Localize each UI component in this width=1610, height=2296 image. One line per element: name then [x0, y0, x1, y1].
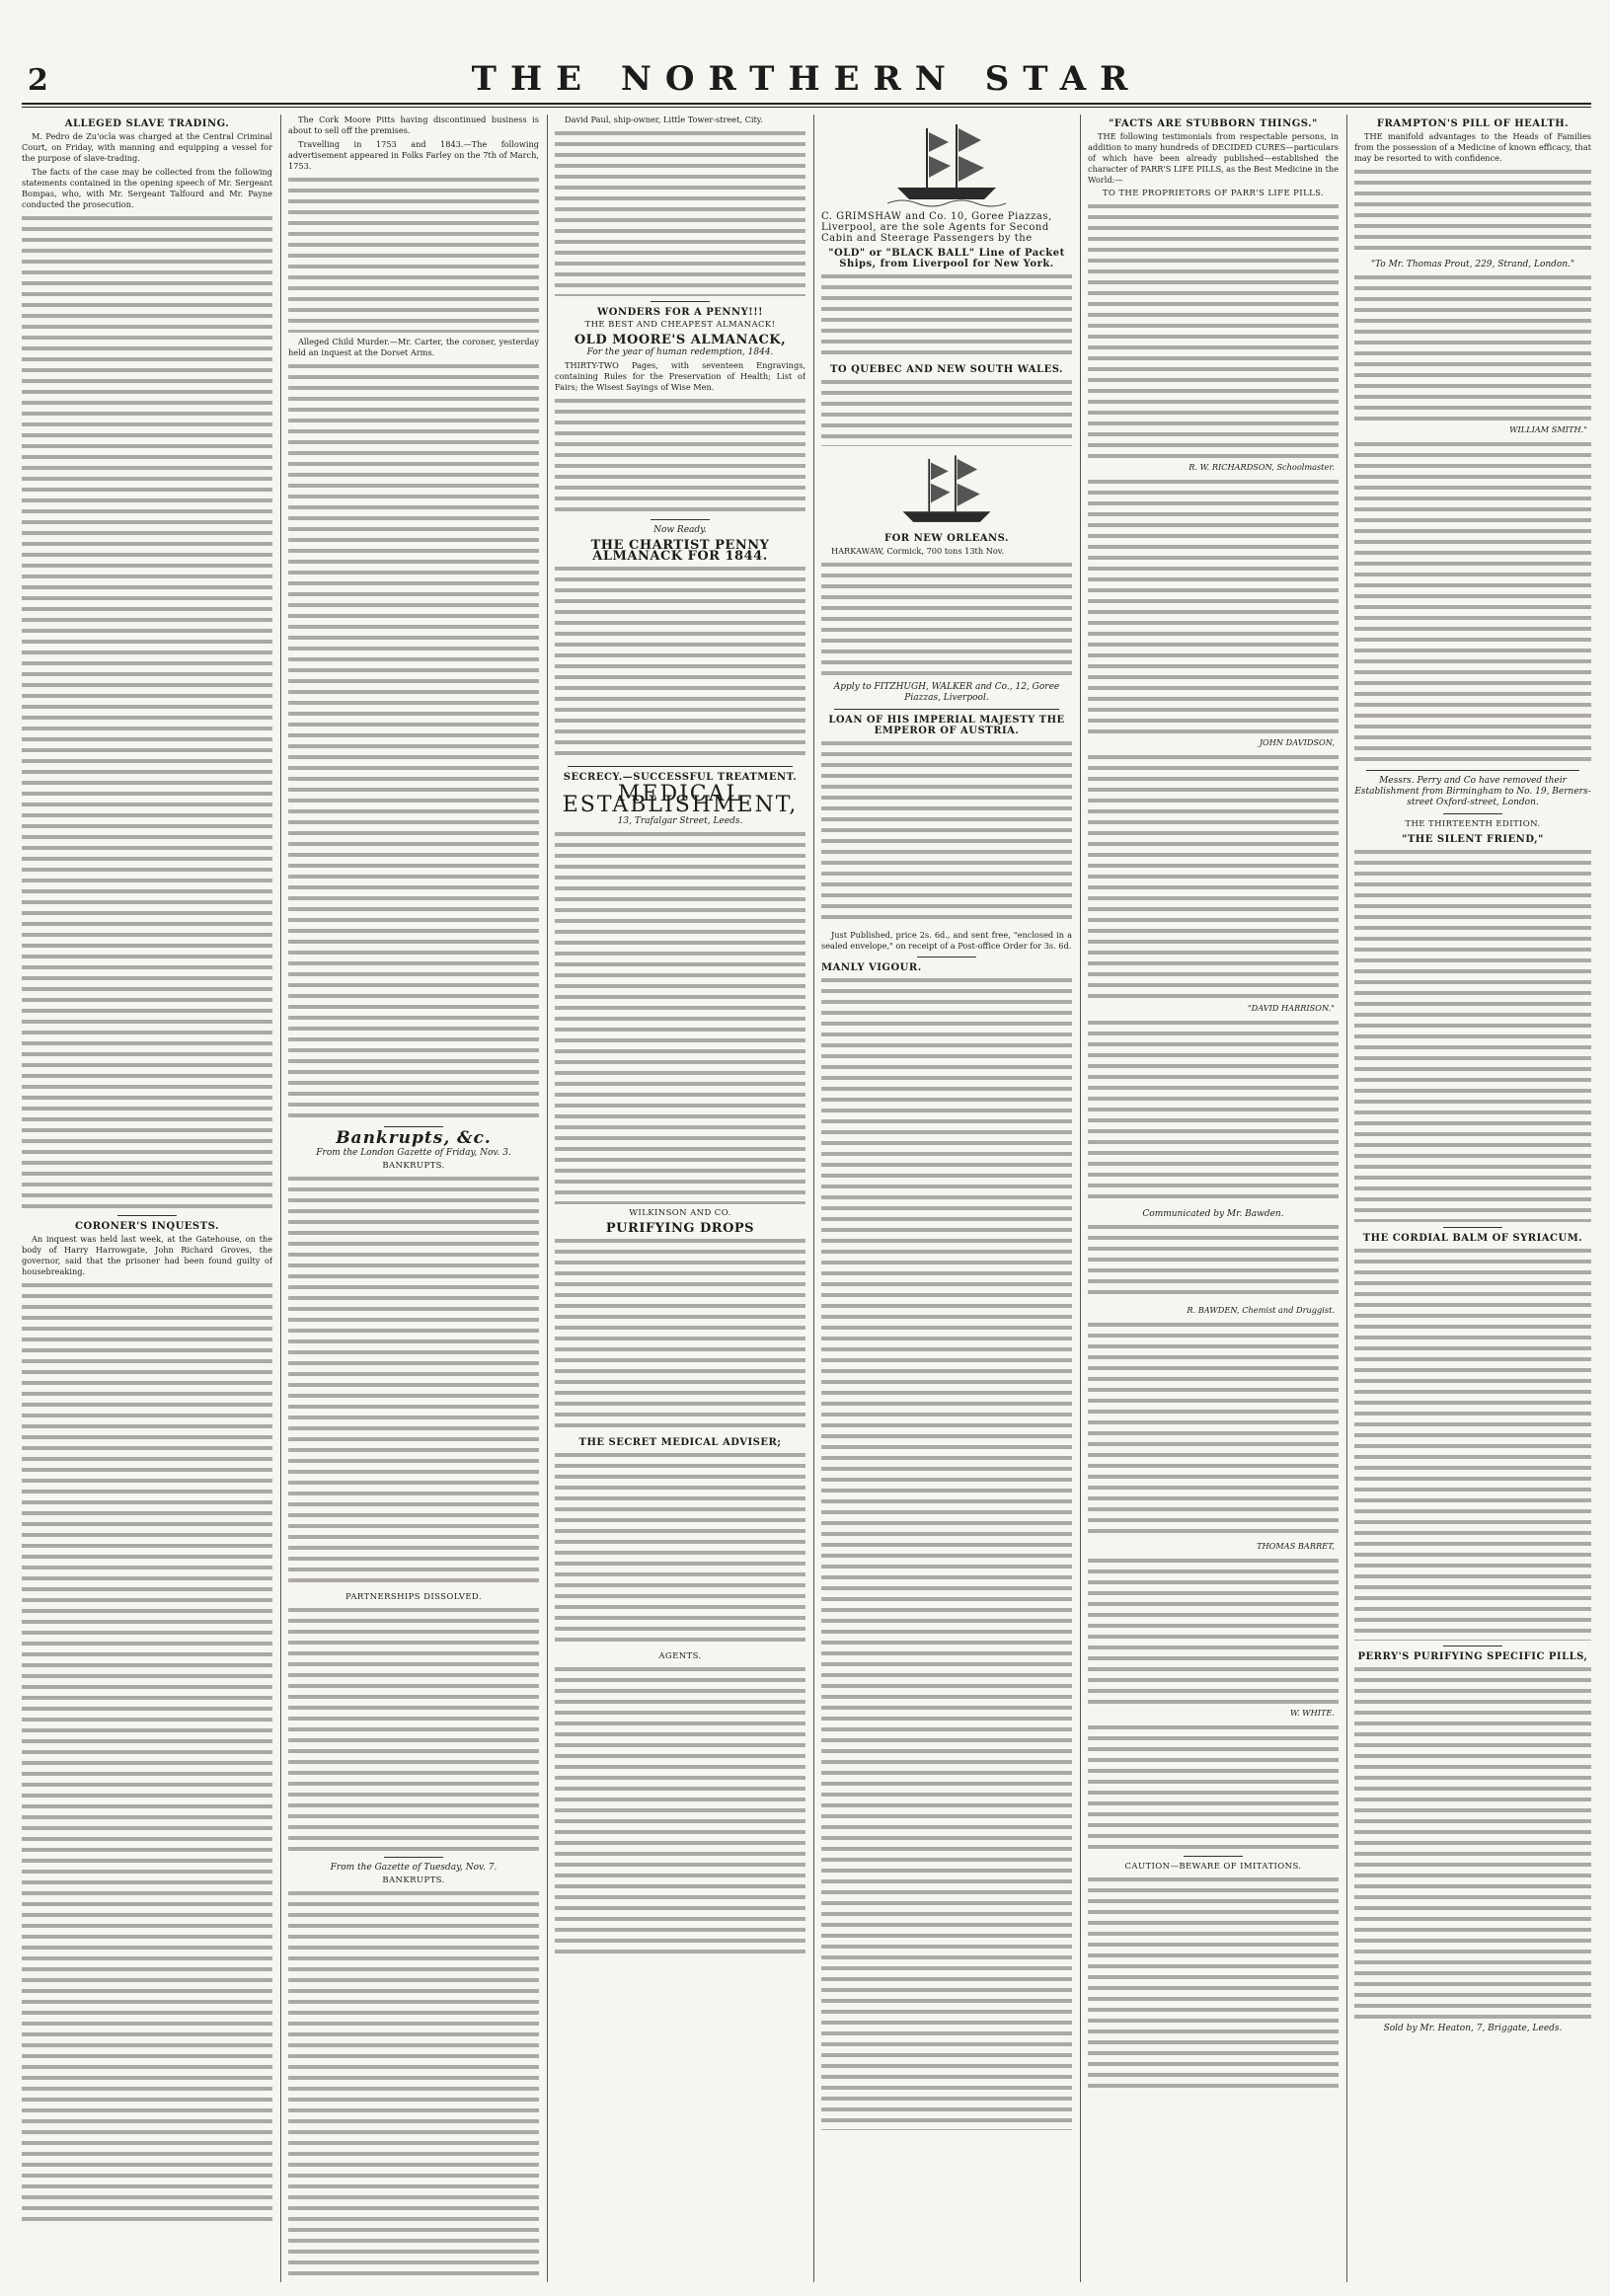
testimonial-signature: R. BAWDEN, Chemist and Druggist. [1187, 1305, 1335, 1315]
ad-grimshaw: C. GRIMSHAW and Co. 10, Goree Piazzas, Liverpool, are the sole Agents for Second Cabin and Steerage Passengers by the [821, 211, 1052, 244]
text-block [821, 560, 1072, 678]
text-block [555, 1664, 805, 1960]
text-block [555, 1450, 805, 1647]
divider [568, 766, 794, 767]
ship-icon [892, 450, 1001, 529]
masthead [22, 55, 1591, 105]
section-label: BANKRUPTS. [382, 1161, 445, 1171]
masthead-rule [22, 107, 1591, 108]
gazette-note: From the London Gazette of Friday, Nov. 3. [316, 1148, 511, 1158]
ad-headline: WONDERS FOR A PENNY!!! [597, 307, 763, 318]
ad-headline-adviser: THE SECRET MEDICAL ADVISER; [578, 1437, 782, 1448]
paragraph: The facts of the case may be collected from the following statements contained in the opening speech of Mr. Sergeant Bompas, who, with Mr. Sergeant Talfourd and Mr. Payne conducted the prosecution. [22, 167, 272, 209]
text-block [1088, 1320, 1339, 1537]
text-block [555, 396, 805, 514]
column-4 [821, 115, 1072, 2282]
ad-headline-syriacum: THE CORDIAL BALM OF SYRIACUM. [1362, 1233, 1583, 1244]
testimonial-signature: R. W. RICHARDSON, Schoolmaster. [1188, 462, 1335, 472]
text-block [288, 1174, 539, 1588]
newspaper-title: THE NORTHERN STAR [471, 59, 1142, 99]
ad-subhead: CAUTION—BEWARE OF IMITATIONS. [1124, 1862, 1302, 1872]
ad-headline-chartist: THE CHARTIST PENNY ALMANACK FOR 1844. [590, 538, 770, 564]
paragraph: Alleged Child Murder.—Mr. Carter, the coroner, yesterday held an inquest at the Dorset Arms. [288, 337, 539, 357]
paragraph: THE following testimonials from respectable persons, in addition to many hundreds of DECIDED CURES—particulars of which have been already published—established the character of PARR'S LIFE PILLS, as the Best Medicine in the World:— [1088, 131, 1339, 185]
ad-headline-frampton: FRAMPTON'S PILL OF HEALTH. [1376, 118, 1570, 129]
ad-austria-loan: LOAN OF HIS IMPERIAL MAJESTY THE EMPEROR OF AUSTRIA. [828, 715, 1065, 736]
page-number: 2 [28, 63, 48, 98]
testimonial-signature: WILLIAM SMITH." [1509, 424, 1587, 434]
ad-new-orleans: FOR NEW ORLEANS. [884, 533, 1009, 544]
ad-subhead: Communicated by Mr. Bawden. [1142, 1209, 1284, 1219]
text-block [1354, 1664, 1591, 2020]
section-label: PARTNERSHIPS DISSOLVED. [345, 1592, 482, 1602]
headline-coroners-inquests: CORONER'S INQUESTS. [75, 1221, 219, 1232]
text-block [555, 564, 805, 761]
ad-subhead: "To Mr. Thomas Prout, 229, Strand, London." [1370, 260, 1575, 269]
text-block [1088, 1875, 1339, 2092]
headline-slave-trading: ALLEGED SLAVE TRADING. [64, 118, 230, 129]
ad-headline-almanack: OLD MOORE'S ALMANACK, [574, 333, 787, 347]
column-separator [1080, 115, 1081, 2282]
text-block [1088, 1722, 1339, 1851]
ad-manly-vigour: MANLY VIGOUR. [821, 962, 922, 973]
text-block [821, 377, 1072, 446]
paragraph: HARKAWAW, Cormick, 700 tons 13th Nov. [831, 546, 1005, 556]
text-block [1354, 439, 1591, 765]
testimonial-signature: W. WHITE. [1289, 1708, 1335, 1718]
ad-subhead: 13, Trafalgar Street, Leeds. [617, 816, 743, 826]
column-separator [547, 115, 548, 2282]
ad-headline-silent-friend: "THE SILENT FRIEND," [1402, 834, 1544, 845]
paragraph: THE manifold advantages to the Heads of Families from the possession of a Medicine of known efficacy, that may be resorted to with confidence. [1354, 131, 1591, 163]
divider [1184, 1856, 1243, 1857]
section-label: BANKRUPTS. [382, 1875, 445, 1885]
text-block [1088, 1222, 1339, 1301]
paragraph: Just Published, price 2s. 6d., and sent free, "enclosed in a sealed envelope," on receipt of a Post-office Order for 3s. 6d. [821, 930, 1072, 951]
divider [651, 519, 710, 520]
divider [1443, 1227, 1502, 1228]
column-5 [1088, 115, 1339, 2282]
text-block [1088, 1556, 1339, 1704]
paragraph: An inquest was held last week, at the Gatehouse, on the body of Harry Harrowgate, John Richard Groves, the governor, said that the prisoner had been found guilty of housebreaking. [22, 1234, 272, 1276]
text-block [1354, 847, 1591, 1222]
column-1 [22, 115, 272, 2282]
paragraph: David Paul, ship-owner, Little Tower-street, City. [565, 115, 763, 124]
testimonial-signature: THOMAS BARRET, [1257, 1541, 1335, 1551]
text-block [22, 1280, 272, 2228]
text-block [1088, 752, 1339, 999]
text-block [288, 361, 539, 1121]
text-block [555, 829, 805, 1204]
divider [1443, 1645, 1502, 1646]
ad-subhead: TO THE PROPRIETORS OF PARR'S LIFE PILLS. [1102, 189, 1325, 198]
text-block [288, 1605, 539, 1852]
divider [651, 301, 710, 302]
divider [834, 709, 1060, 710]
divider [1443, 813, 1502, 814]
ship-icon [887, 118, 1006, 207]
ad-subhead: WILKINSON AND CO. [629, 1208, 731, 1218]
text-block [22, 213, 272, 1210]
column-separator [1346, 115, 1347, 2282]
text-block [288, 1888, 539, 2282]
headline-bankrupts: Bankrupts, &c. [336, 1128, 492, 1148]
text-block [821, 975, 1072, 2130]
text-block [821, 738, 1072, 926]
ad-quebec: TO QUEBEC AND NEW SOUTH WALES. [829, 364, 1064, 375]
ad-headline-secrecy: SECRECY.—SUCCESSFUL TREATMENT. [563, 772, 798, 783]
paragraph: The Cork Moore Pitts having discontinued business is about to sell off the premises. [288, 115, 539, 135]
ad-subhead: Sold by Mr. Heaton, 7, Briggate, Leeds. [1383, 2024, 1563, 2033]
ad-contact: Apply to FITZHUGH, WALKER and Co., 12, Goree Piazzas, Liverpool. [833, 682, 1060, 703]
ad-subhead: For the year of human redemption, 1844. [586, 347, 774, 357]
text-block [1088, 201, 1339, 458]
text-block [1354, 167, 1591, 256]
text-block [1088, 1018, 1339, 1205]
ad-headline-purifying: PURIFYING DROPS [605, 1221, 755, 1236]
divider [1366, 770, 1579, 771]
paragraph: THIRTY-TWO Pages, with seventeen Engravings, containing Rules for the Preservation of Health; List of Fairs; the Wisest Sayings of Wise Men. [555, 360, 805, 392]
divider [384, 1126, 443, 1127]
text-block [555, 1236, 805, 1433]
testimonial-signature: "DAVID HARRISON." [1247, 1003, 1335, 1013]
testimonial-signature: JOHN DAVIDSON, [1259, 737, 1335, 747]
text-block [555, 128, 805, 296]
ad-headline-purifying-pills: PERRY'S PURIFYING SPECIFIC PILLS, [1357, 1651, 1588, 1662]
ad-headline-medical: MEDICAL ESTABLISHMENT, [562, 782, 799, 817]
column-6 [1354, 115, 1591, 2282]
column-separator [280, 115, 281, 2282]
text-block [1088, 477, 1339, 733]
column-2 [288, 115, 539, 2282]
gazette-note: From the Gazette of Tuesday, Nov. 7. [330, 1863, 498, 1873]
ad-subhead: Now Ready. [653, 525, 707, 535]
divider [384, 1857, 443, 1858]
ad-subhead: THE THIRTEENTH EDITION. [1405, 819, 1541, 829]
paragraph: Travelling in 1753 and 1843.—The following advertisement appeared in Folks Farley on the 7th of March, 1753. [288, 139, 539, 171]
ad-headline-facts: "FACTS ARE STUBBORN THINGS." [1109, 118, 1318, 129]
text-block [1354, 1246, 1591, 1641]
ad-subhead: THE BEST AND CHEAPEST ALMANACK! [584, 320, 776, 330]
text-block [821, 271, 1072, 360]
text-block [1354, 272, 1591, 421]
paragraph: M. Pedro de Zu'ocla was charged at the Central Criminal Court, on Friday, with manning and equipping a vessel for the purpose of slave-trading. [22, 131, 272, 163]
divider [117, 1215, 177, 1216]
column-3 [555, 115, 805, 2282]
section-label: AGENTS. [658, 1651, 702, 1661]
column-separator [813, 115, 814, 2282]
columns [22, 115, 1591, 2282]
text-block [288, 175, 539, 333]
ad-black-ball: "OLD" or "BLACK BALL" Line of Packet Ships, from Liverpool for New York. [828, 248, 1065, 269]
ad-subhead: Messrs. Perry and Co have removed their Establishment from Birmingham to No. 19, Berners-street Oxford-street, London. [1354, 776, 1591, 807]
